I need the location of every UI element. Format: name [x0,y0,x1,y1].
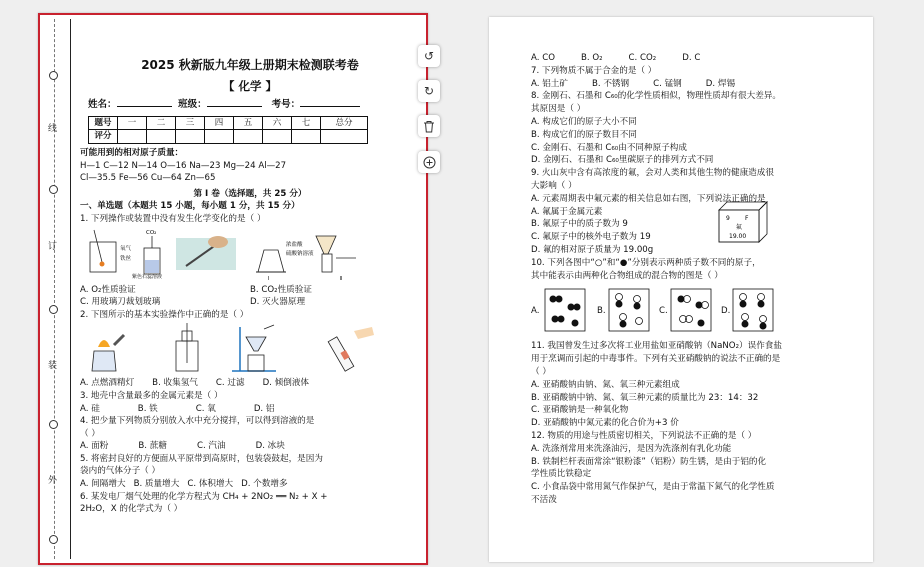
question-6: 6. 某发电厂烟气处理的化学方程式为 CH₄ + 2NO₂ ══ N₂ + X + [80,491,328,502]
q1-figures [80,228,420,282]
option: D. 亚硝酸钠中氮元素的化合价为+3 价 [531,418,679,429]
option: A. 洗涤剂常用来洗涤油污，是因为洗涤剂有乳化功能 [531,443,732,454]
question-4: 4. 把少量下列物质分别放入水中充分搅拌，可以得到溶液的是 [80,416,315,427]
question-10-cont: 其中能表示由两种化合物组成的混合物的图是（ ） [531,270,723,281]
option: A. 亚硝酸钠由钠、氮、氧三种元素组成 [531,379,680,390]
binding-hole [49,535,58,544]
atomic-mass-title: 可能用到的相对原子质量： [80,147,184,158]
fig-label: 铁丝 [120,255,132,262]
question-11: 11. 我国曾发生过多次将工业用盐如亚硝酸钠（NaNO₂）误作食盐 [531,341,782,352]
fig-label: Ⅱ [340,275,343,282]
binding-hole [49,305,58,314]
question-3: 3. 地壳中含量最多的金属元素是（ ） [80,390,223,401]
rotate-left-icon: ↺ [423,49,435,63]
question-2: 2. 下图所示的基本实验操作中正确的是（ ） [80,309,249,320]
question-6-cont: 2H₂O，X 的化学式为（ ） [80,504,183,515]
question-8: 8. 金刚石、石墨和 C₆₀的化学性质相似，物理性质却有很大差异。 [531,91,781,102]
page-1[interactable] [38,13,428,565]
element-mass: 19.00 [729,232,747,240]
add-page-button[interactable] [418,151,440,173]
fig-label: 硫酸钠溶液 [286,250,314,257]
option: C. 金刚石、石墨和 C₆₀由不同种原子构成 [531,142,687,153]
fig-label: 浓盐酸 [286,241,303,248]
q2-options: A. 点燃酒精灯 B. 收集氢气 C. 过滤 D. 倾倒液体 [80,378,310,389]
element-number: 9 [726,214,730,222]
option-label: A. [531,306,540,317]
question-11-cont: 用于烹调而引起的中毒事件。下列有关亚硝酸钠的说法不正确的是 [531,354,781,365]
question-9: 9. 火山灰中含有高浓度的氟，会对人类和其他生物的健康造成很 [531,168,774,179]
option: C. 氟原子中的核外电子数为 19 [531,232,651,243]
option: B. 铁制栏杆表面常涂“银粉漆”（铝粉）防生锈，是由于铝的化 [531,456,767,467]
question-5-cont: 袋内的气体分子（ ） [80,466,161,477]
fig-label: 紫色石蕊溶液 [132,273,163,280]
option: D. 氟的相对原子质量为 19.00g [531,244,654,255]
question-12: 12. 物质的用途与性质密切相关，下列说法不正确的是（ ） [531,430,757,441]
option: C. 亚硝酸钠是一种氧化物 [531,405,629,416]
atomic-mass-line: Cl—35.5 Fe—56 Cu—64 Zn—65 [80,173,216,184]
question-1: 1. 下列操作或装置中没有发生化学变化的是（ ） [80,213,266,224]
q7-options: A. 铝土矿 B. 不锈钢 C. 锰钢 D. 焊锡 [531,78,736,89]
seal-char: 外 [46,475,56,484]
molecule-diagrams [531,285,791,335]
part-title: 第 Ⅰ 卷（选择题，共 25 分） [193,188,307,199]
page-2[interactable] [489,17,873,562]
binding-line [70,19,71,559]
q2-lab-operations-image [80,323,410,375]
question-9-cont: A. 元素周期表中氟元素的相关信息如右图，下列说法正确的是 [531,193,766,204]
fig-label: Ⅰ [268,275,270,282]
atomic-mass-line: H—1 C—12 N—14 O—16 Na—23 Mg—24 Al—27 [80,160,287,171]
rotate-left-button[interactable] [418,45,440,67]
seal-char: 装 [46,360,56,369]
option-label: B. [597,306,606,317]
seal-char: 订 [46,241,56,250]
q5-options: A. 间隔增大 B. 质量增大 C. 体积增大 D. 个数增多 [80,479,288,490]
question-9-cont: 大影响（ ） [531,180,577,191]
exam-title: 2025 秋新版九年级上册期末检测联考卷 [141,58,359,72]
binding-hole [49,185,58,194]
option: C. 小食品袋中常用氮气作保护气，是由于常温下氮气的化学性质 [531,482,775,493]
option-cont: 不活泼 [531,494,557,505]
binding-hole [49,71,58,80]
fig-label: 氧气 [120,245,132,252]
q9-options-block [531,206,833,257]
question-8-cont: 其原因是（ ） [531,104,586,115]
delete-page-button[interactable] [418,115,440,137]
seal-char: 线 [46,123,56,132]
student-info: 姓名： 班级： 考号： [80,98,420,112]
rotate-right-button[interactable] [418,80,440,102]
add-icon [423,156,436,169]
question-7: 7. 下列物质不属于合金的是（ ） [531,65,657,76]
element-name: 氟 [736,223,743,231]
binding-hole [49,420,58,429]
fig-label: CO₂ [146,229,157,236]
q6-options: A. CO B. O₂ C. CO₂ D. C [531,53,701,63]
q3-options: A. 硅 B. 铁 C. 氧 D. 铝 [80,403,275,414]
option: B. 氟原子中的质子数为 9 [531,219,628,230]
option: B. 亚硝酸钠中钠、氮、氧三种元素的质量比为 23：14：32 [531,392,759,403]
q10-figures [531,285,833,337]
question-11-bracket: （ ） [531,366,551,377]
trash-icon [423,120,435,133]
option-cont: 学性质比铁稳定 [531,469,592,480]
q1-options: C. 用玻璃刀裁划玻璃 D. 灭火器原理 [80,297,306,308]
option: B. 构成它们的原子数目不同 [531,129,637,140]
rotate-right-icon: ↻ [423,84,435,98]
element-symbol: F [745,214,749,222]
exam-subject: 【 化学 】 [222,78,277,93]
q4-options: A. 面粉 B. 蔗糖 C. 汽油 D. 冰块 [80,441,285,452]
option: D. 金刚石、石墨和 C₆₀里碳原子的排列方式不同 [531,155,714,166]
question-10: 10. 下列各图中“○”和“●”分别表示两种质子数不同的原子， [531,257,761,268]
section-title: 一、单选题（本题共 15 小题，每小题 1 分，共 15 分） [80,201,300,212]
question-5: 5. 将密封良好的方便面从平原带到高原时，包装袋鼓起，是因为 [80,453,323,464]
option: A. 构成它们的原子大小不同 [531,116,637,127]
score-table: 题号 一 二 三 四 五 六 七 总分 评分 [88,116,368,144]
option: A. 氟属于金属元素 [531,206,603,217]
element-card-image [717,200,769,244]
q2-figures [80,323,420,375]
option-label: D. [721,306,731,317]
q1-options: A. O₂性质验证 B. CO₂性质验证 [80,284,312,295]
q1-apparatus-image [80,228,410,282]
option-label: C. [659,306,668,317]
question-4-bracket: （ ） [80,428,100,439]
